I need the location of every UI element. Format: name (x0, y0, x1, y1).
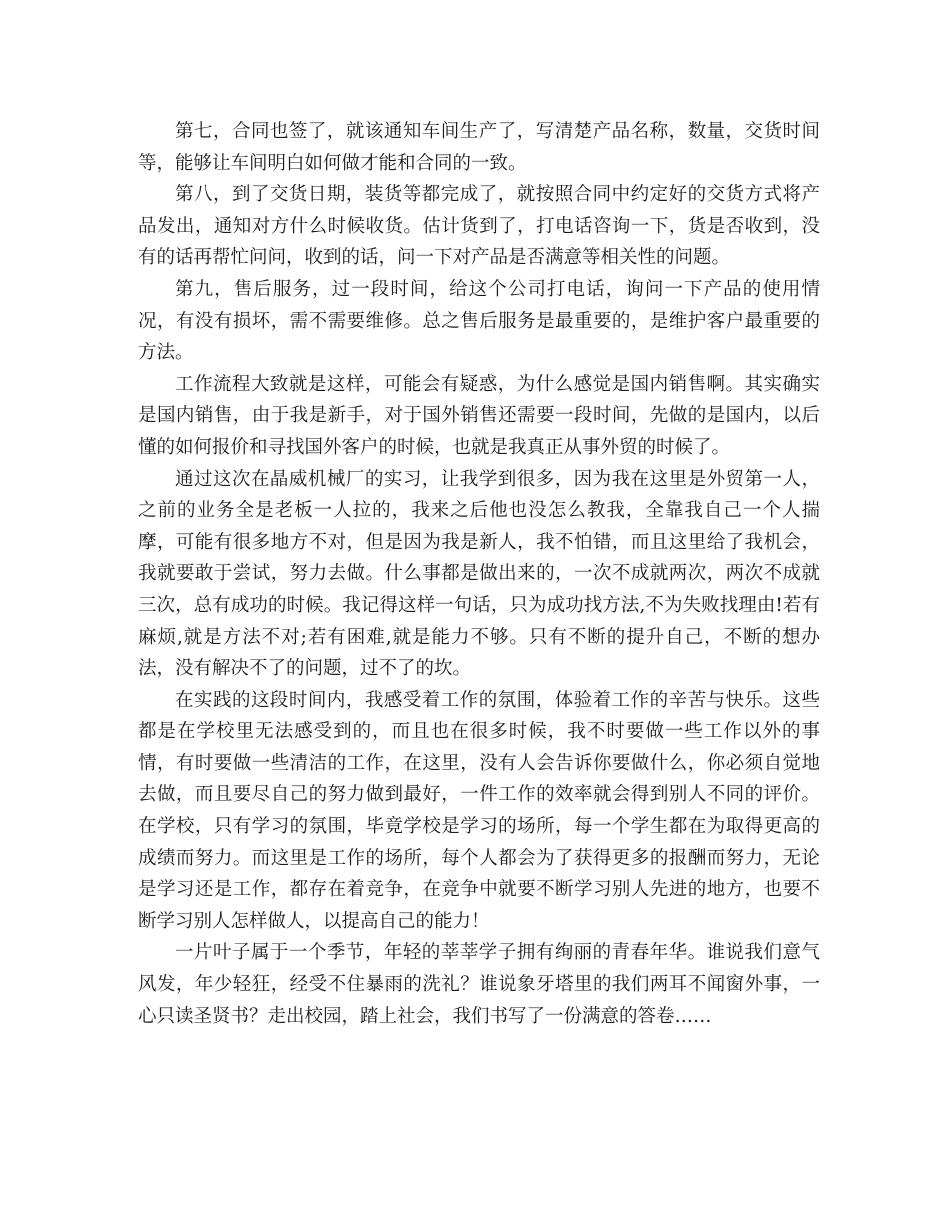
document-body (138, 116, 820, 1032)
paragraph-step-nine: 第九，售后服务，过一段时间，给这个公司打电话，询问一下产品的使用情况，有没有损坏，需不需要维修。总之售后服务是最重要的，是维护客户最重要的方法。 (138, 278, 820, 364)
paragraph-closing: 一片叶子属于一个季节，年轻的莘莘学子拥有绚丽的青春年华。谁说我们意气风发，年少轻狂，经受不住暴雨的洗礼？谁说象牙塔里的我们两耳不闻窗外事，一心只读圣贤书？走出校园，踏上社会，我们书写了一份满意的答卷…… (138, 942, 820, 1027)
paragraph-internship-reflection: 通过这次在晶威机械厂的实习，让我学到很多，因为我在这里是外贸第一人，之前的业务全是老板一人拉的，我来之后他也没怎么教我，全靠我自己一个人揣摩，可能有很多地方不对，但是因为我是新人，我不怕错，而且这里给了我机会，我就要敢于尝试，努力去做。什么事都是做出来的，一次不成就两次，两次不成就三次，总有成功的时候。我记得这样一句话，只为成功找方法,不为失败找理由!若有麻烦,就是方法不对;若有困难,就是能力不够。只有不断的提升自己，不断的想办法，没有解决不了的问题，过不了的坎。 (138, 468, 820, 680)
paragraph-step-eight: 第八，到了交货日期，装货等都完成了，就按照合同中约定好的交货方式将产品发出，通知对方什么时候收货。估计货到了，打电话咨询一下，货是否收到，没有的话再帮忙问问，收到的话，问一下对产品是否满意等相关性的问题。 (138, 184, 820, 269)
paragraph-practice-experience: 在实践的这段时间内，我感受着工作的氛围，体验着工作的辛苦与快乐。这些都是在学校里无法感受到的，而且也在很多时候，我不时要做一些工作以外的事情，有时要做一些清洁的工作，在这里，没有人会告诉你要做什么，你必须自觉地去做，而且要尽自己的努力做到最好，一件工作的效率就会得到别人不同的评价。在学校，只有学习的氛围，毕竟学校是学习的场所，每一个学生都在为取得更高的成绩而努力。而这里是工作的场所，每个人都会为了获得更多的报酬而努力，无论是学习还是工作，都存在着竞争，在竞争中就要不断学习别人先进的地方，也要不断学习别人怎样做人，以提高自己的能力！ (138, 689, 820, 932)
paragraph-workflow-summary: 工作流程大致就是这样，可能会有疑惑，为什么感觉是国内销售啊。其实确实是国内销售，由于我是新手，对于国外销售还需要一段时间，先做的是国内，以后懂的如何报价和寻找国外客户的时候，也就是我真正从事外贸的时候了。 (138, 373, 820, 458)
paragraph-step-seven: 第七，合同也签了，就该通知车间生产了，写清楚产品名称，数量，交货时间等，能够让车间明白如何做才能和合同的一致。 (138, 121, 820, 174)
